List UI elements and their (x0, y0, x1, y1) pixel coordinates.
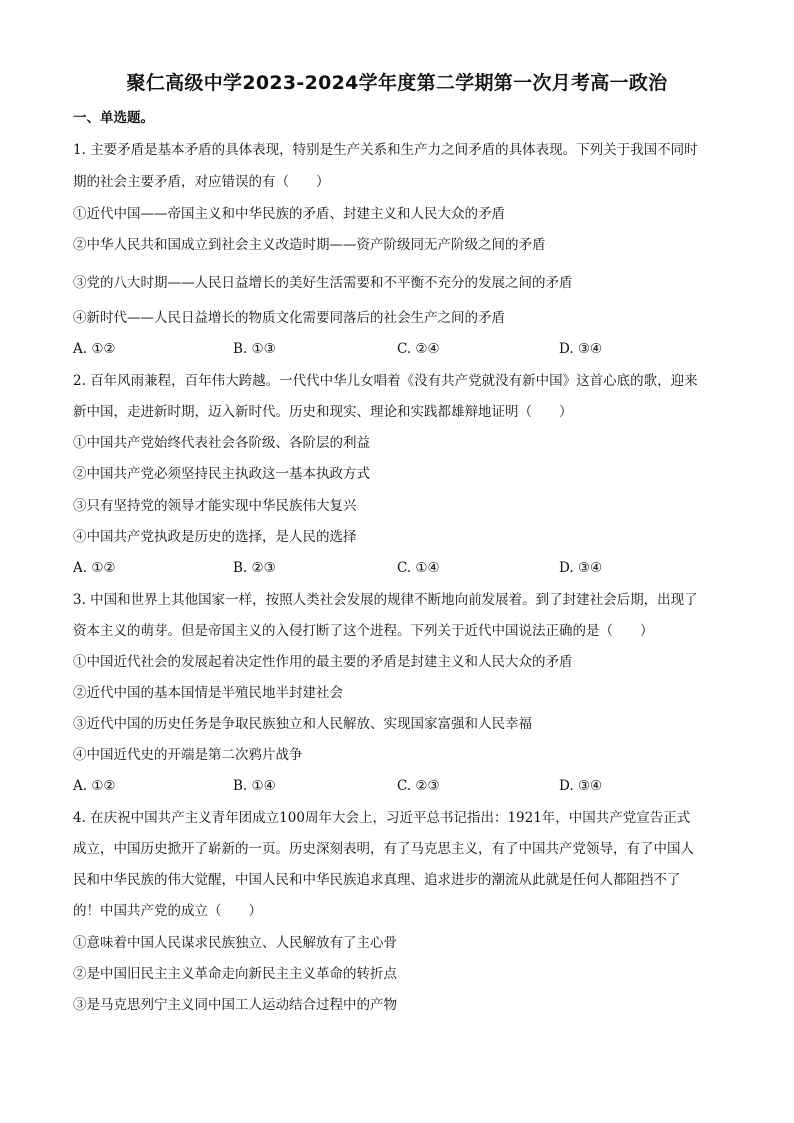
question-2-item-4: ④中国共产党执政是历史的选择，是人民的选择 (73, 529, 357, 545)
question-1-option-d: D. ③④ (559, 341, 603, 357)
question-1-stem-line-1: 1. 主要矛盾是基本矛盾的具体表现，特别是生产关系和生产力之间矛盾的具体表现。下列关于我国不同时 (73, 142, 698, 158)
question-2-stem-line-2: 新中国，走进新时期，迈入新时代。历史和现实、理论和实践都雄辩地证明（ ） (73, 404, 573, 420)
exam-title: 聚仁高级中学2023-2024学年度第二学期第一次月考高一政治 (126, 72, 668, 94)
question-2-option-c: C. ①④ (397, 560, 440, 576)
question-4-stem-line-2: 成立，中国历史掀开了崭新的一页。历史深刻表明，有了马克思主义，有了中国共产党领导，有了中国人 (73, 841, 694, 857)
question-3-options (73, 777, 723, 795)
question-3-stem-line-1: 3. 中国和世界上其他国家一样，按照人类社会发展的规律不断地向前发展着。到了封建社会后期，出现了 (73, 592, 698, 608)
question-4-item-3: ③是马克思列宁主义同中国工人运动结合过程中的产物 (73, 997, 397, 1013)
question-2-options (73, 559, 723, 577)
question-1-stem-line-2: 期的社会主要矛盾，对应错误的有（ ） (73, 174, 330, 190)
question-2-item-3: ③只有坚持党的领导才能实现中华民族伟大复兴 (73, 498, 357, 514)
question-3-stem-line-2: 资本主义的萌芽。但是帝国主义的入侵打断了这个进程。下列关于近代中国说法正确的是（ ） (73, 623, 654, 639)
question-1-option-c: C. ②④ (397, 341, 440, 357)
question-1-option-b: B. ①③ (233, 341, 276, 357)
question-4-stem-line-1: 4. 在庆祝中国共产主义青年团成立100周年大会上，习近平总书记指出：1921年，中国共产党宣告正式 (73, 810, 691, 826)
question-3-option-d: D. ③④ (559, 778, 603, 794)
question-1-item-1: ①近代中国——帝国主义和中华民族的矛盾、封建主义和人民大众的矛盾 (73, 206, 505, 222)
question-3-option-b: B. ①④ (233, 778, 276, 794)
question-4-stem-line-4: 的！中国共产党的成立（ ） (73, 903, 262, 919)
question-4-item-2: ②是中国旧民主主义革命走向新民主主义革命的转折点 (73, 966, 397, 982)
question-2-stem-line-1: 2. 百年风雨兼程，百年伟大跨越。一代代中华儿女唱着《没有共产党就没有新中国》这首心底的歌，迎来 (73, 373, 698, 389)
question-2-item-1: ①中国共产党始终代表社会各阶级、各阶层的利益 (73, 435, 370, 451)
question-1-option-a: A. ①② (73, 341, 116, 357)
question-4-stem-line-3: 民和中华民族的伟大觉醒，中国人民和中华民族追求真理、追求进步的潮流从此就是任何人都阻挡不了 (73, 872, 681, 888)
question-2-option-d: D. ③④ (559, 560, 603, 576)
question-1-item-2: ②中华人民共和国成立到社会主义改造时期——资产阶级同无产阶级之间的矛盾 (73, 237, 546, 253)
question-2-option-b: B. ②③ (233, 560, 276, 576)
question-4-item-1: ①意味着中国人民谋求民族独立、人民解放有了主心骨 (73, 935, 397, 951)
question-1-options (73, 340, 723, 358)
question-1-item-3: ③党的八大时期——人民日益增长的美好生活需要和不平衡不充分的发展之间的矛盾 (73, 275, 573, 291)
question-3-item-3: ③近代中国的历史任务是争取民族独立和人民解放、实现国家富强和人民幸福 (73, 716, 532, 732)
question-3-item-1: ①中国近代社会的发展起着决定性作用的最主要的矛盾是封建主义和人民大众的矛盾 (73, 654, 573, 670)
question-3-option-c: C. ②③ (397, 778, 440, 794)
question-2-option-a: A. ①② (73, 560, 116, 576)
question-2-item-2: ②中国共产党必须坚持民主执政这一基本执政方式 (73, 466, 370, 482)
question-1-item-4: ④新时代——人民日益增长的物质文化需要同落后的社会生产之间的矛盾 (73, 310, 505, 326)
section-heading: 一、单选题。 (73, 110, 154, 126)
question-3-item-4: ④中国近代史的开端是第二次鸦片战争 (73, 747, 303, 763)
question-3-item-2: ②近代中国的基本国情是半殖民地半封建社会 (73, 685, 343, 701)
question-3-option-a: A. ①② (73, 778, 116, 794)
